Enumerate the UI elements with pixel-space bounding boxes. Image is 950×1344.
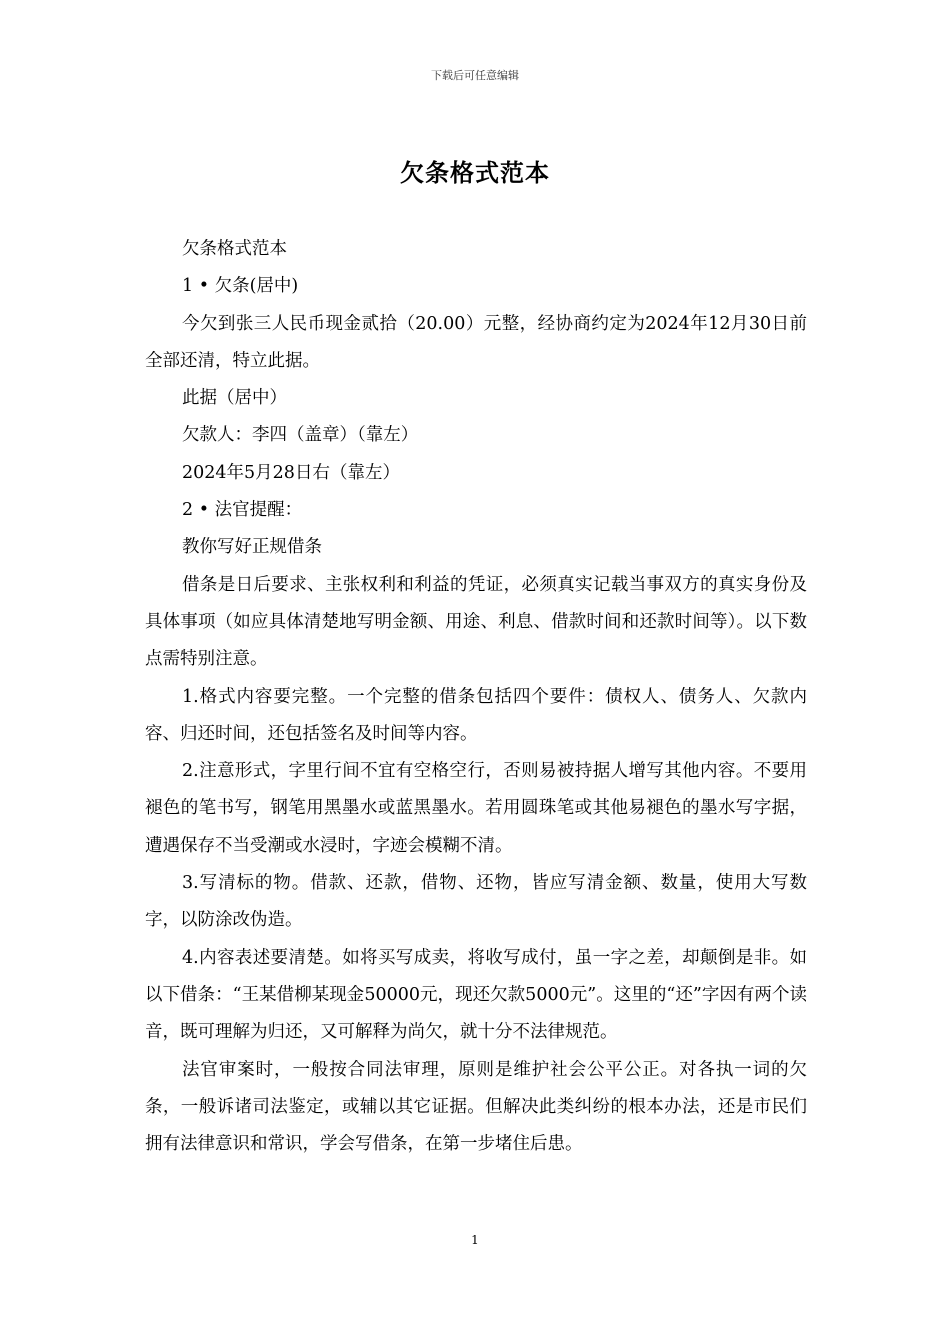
paragraph-intro: 借条是日后要求、主张权利和利益的凭证，必须真实记载当事双方的真实身份及具体事项（如应具体清楚地写明金额、用途、利息、借款时间和还款时间等）。以下数点需特别注意。 xyxy=(145,574,807,670)
paragraph-date: 2024年5月28日右（靠左） xyxy=(182,462,400,483)
paragraph-subtitle: 欠条格式范本 xyxy=(182,239,287,259)
paragraph-debtor: 欠款人：李四（盖章）（靠左） xyxy=(182,425,419,446)
paragraph-point-2: 2.注意形式，字里行间不宜有空格空行，否则易被持据人增写其他内容。不要用褪色的笔书写，钢笔用黑墨水或蓝黑墨水。若用圆珠笔或其他易褪色的墨水写字据，遭遇保存不当受潮或水浸时，字迹会模糊不清。 xyxy=(145,761,807,856)
paragraph-guide-title: 教你写好正规借条 xyxy=(182,537,322,558)
header-note: 下载后可任意编辑 xyxy=(431,69,519,82)
paragraph-ciju: 此据（居中） xyxy=(182,388,287,409)
paragraph-conclusion: 法官审案时，一般按合同法审理，原则是维护社会公平公正。对各执一词的欠条，一般诉诸司法鉴定，或辅以其它证据。但解决此类纠纷的根本办法，还是市民们拥有法律意识和常识，学会写借条，在第一步堵住后患。 xyxy=(145,1059,807,1155)
paragraph-iou-text: 今欠到张三人民币现金贰拾（20.00）元整，经协商约定为2024年12月30日前全部还清，特立此据。 xyxy=(145,313,807,371)
paragraph-section-2-heading: 2 • 法官提醒： xyxy=(182,500,303,521)
paragraph-point-4: 4.内容表述要清楚。如将买写成卖，将收写成付，虽一字之差，却颠倒是非。如以下借条：“王某借柳某现金50000元，现还欠款5000元”。这里的“还”字因有两个读音，既可理解为归还，又可解释为尚欠，就十分不法律规范。 xyxy=(145,947,807,1043)
paragraph-point-1: 1.格式内容要完整。一个完整的借条包括四个要件：债权人、债务人、欠款内容、归还时间，还包括签名及时间等内容。 xyxy=(145,686,807,744)
paragraph-point-3: 3.写清标的物。借款、还款，借物、还物，皆应写清金额、数量，使用大写数字，以防涂改伪造。 xyxy=(145,873,807,931)
document-body xyxy=(145,231,807,1163)
page-title: 欠条格式范本 xyxy=(400,159,550,187)
page-number: 1 xyxy=(471,1233,479,1247)
paragraph-section-1-heading: 1 • 欠条(居中) xyxy=(182,276,299,297)
